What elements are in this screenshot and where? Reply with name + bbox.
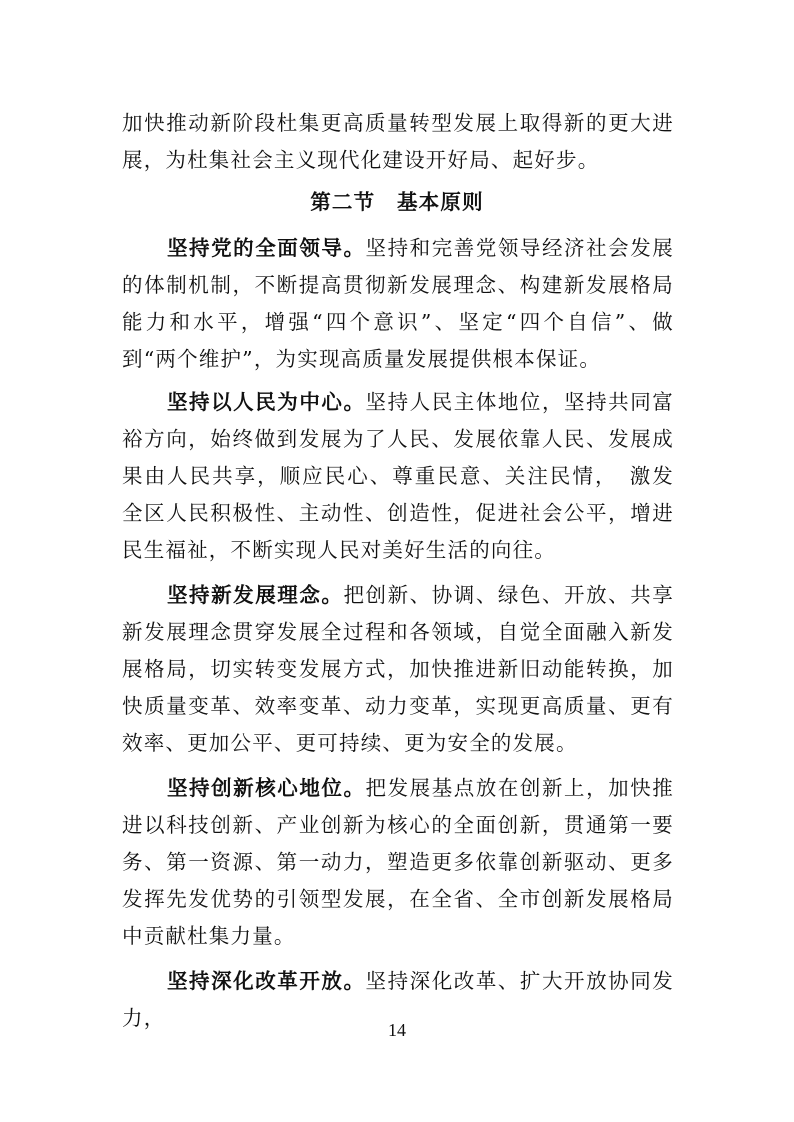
principle-title: 坚持新发展理念。 <box>167 583 344 607</box>
principle-body: 坚持和完善党领导经济社会发展的体制机制，不断提高贯彻新发展理念、构建新发展格局能力和水平，增强“四个意识”、坚定“四个自信”、做到“两个维护”，为实现高质量发展提供根本保证。 <box>122 236 674 371</box>
principle-body: 把创新、协调、绿色、开放、共享新发展理念贯穿发展全过程和各领域，自觉全面融入新发展格局，切实转变发展方式，加快推进新旧动能转换，加快质量变革、效率变革、动力变革，实现更高质量、更有效率、更加公平、更可持续、更为安全的发展。 <box>122 583 674 755</box>
principle-title: 坚持创新核心地位。 <box>167 776 366 800</box>
principle-title: 坚持以人民为中心。 <box>167 390 366 414</box>
principle-body: 坚持深化改革、扩大开放协同发力， <box>122 969 674 1030</box>
page-number: 14 <box>388 1020 406 1040</box>
continuation-paragraph: 加快推动新阶段杜集更高质量转型发展上取得新的更大进展，为杜集社会主义现代化建设开好局、起好步。 <box>122 111 674 172</box>
principle-title: 坚持深化改革开放。 <box>167 969 366 993</box>
section-heading: 第二节 基本原则 <box>310 190 484 214</box>
principle-paragraph-innovation <box>122 770 674 955</box>
principle-body: 坚持人民主体地位，坚持共同富裕方向，始终做到发展为了人民、发展依靠人民、发展成果由人民共享，顺应民心、尊重民意、关注民情， 激发全区人民积极性、主动性、创造性，促进社会公平，增进民生福祉，不断实现人民对美好生活的向往。 <box>122 390 674 562</box>
principle-paragraph-new-development <box>122 577 674 762</box>
principle-title: 坚持党的全面领导。 <box>167 236 366 260</box>
principle-body: 把发展基点放在创新上，加快推进以科技创新、产业创新为核心的全面创新，贯通第一要务、第一资源、第一动力，塑造更多依靠创新驱动、更多发挥先发优势的引领型发展，在全省、全市创新发展格局中贡献杜集力量。 <box>122 776 674 948</box>
principle-paragraph-people-centered <box>122 384 674 569</box>
principle-paragraph-party-leadership <box>122 230 674 378</box>
